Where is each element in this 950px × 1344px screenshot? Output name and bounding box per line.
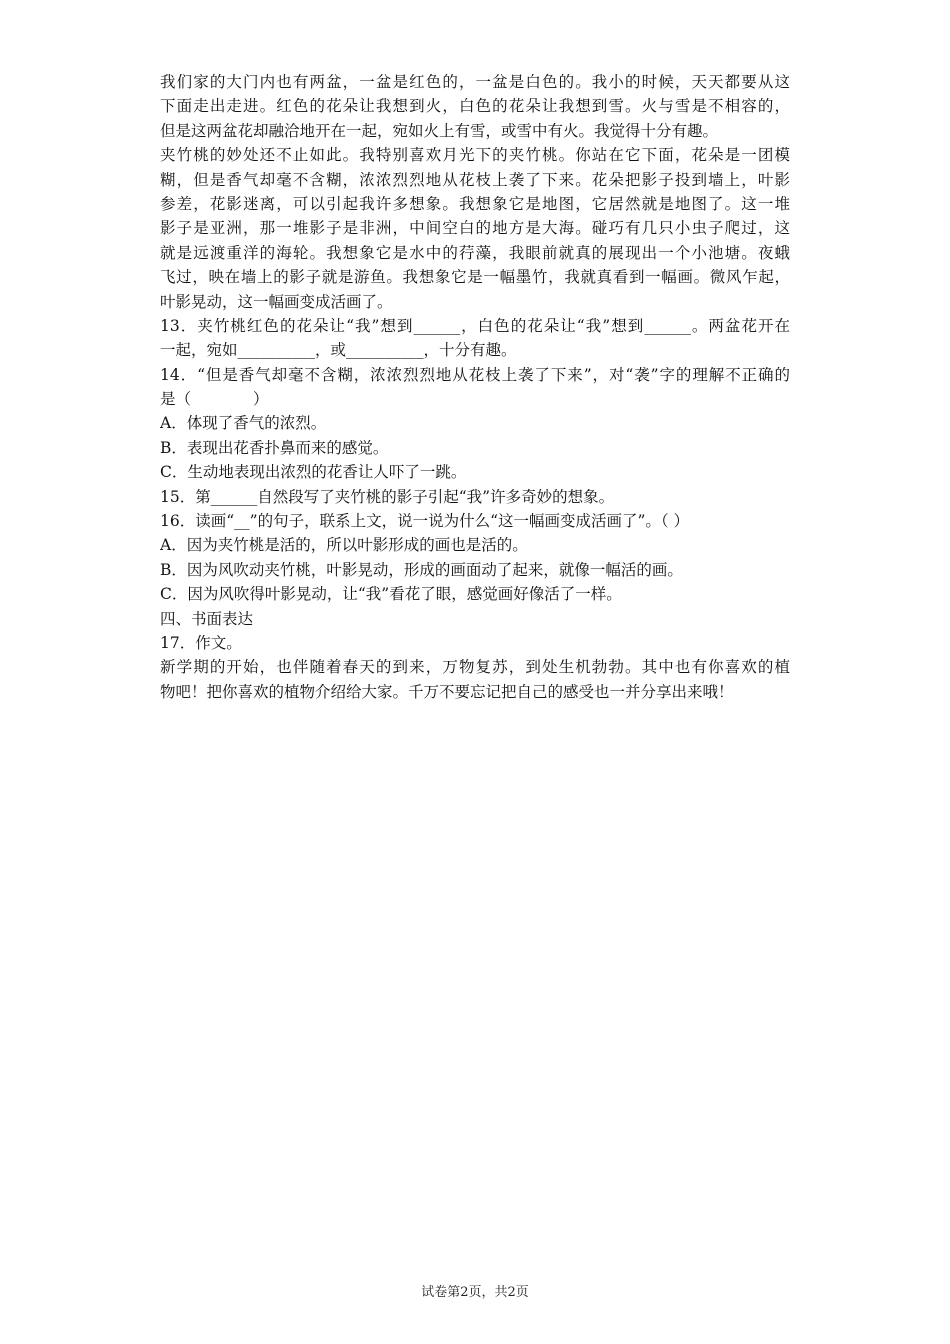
passage-line: 飞过，映在墙上的影子就是游鱼。我想象它是一幅墨竹，我就真看到一幅画。微风乍起，	[160, 268, 790, 287]
question-15: 15．第______自然段写了夹竹桃的影子引起“我”许多奇妙的想象。	[160, 487, 615, 506]
question-13-line: 一起，宛如__________，或__________，十分有趣。	[160, 341, 517, 360]
essay-prompt	[160, 655, 790, 704]
passage-line: 糊，但是香气却毫不含糊，浓浓烈烈地从花枝上袭了下来。花朵把影子投到墙上，叶影	[160, 170, 790, 189]
passage-line: 下面走出走进。红色的花朵让我想到火，白色的花朵让我想到雪。火与雪是不相容的，	[160, 97, 790, 116]
question-17: 17．作文。	[160, 633, 242, 652]
question-13-line: 13．夹竹桃红色的花朵让“我”想到______，白色的花朵让“我”想到______。两盆花开在	[160, 316, 790, 335]
passage-paragraph-1	[160, 70, 790, 143]
passage-line: 我们家的大门内也有两盆，一盆是红色的，一盆是白色的。我小的时候，天天都要从这	[160, 73, 790, 91]
question-14-option-c: C．生动地表现出浓烈的花香让人吓了一跳。	[160, 463, 467, 482]
passage-line: 夹竹桃的妙处还不止如此。我特别喜欢月光下的夹竹桃。你站在它下面，花朵是一团模	[160, 146, 790, 165]
passage-line: 就是远渡重洋的海轮。我想象它是水中的荇藻，我眼前就真的展现出一个小池塘。夜蛾	[160, 243, 790, 262]
question-16-option-c: C．因为风吹得叶影晃动，让“我”看花了眼，感觉画好像活了一样。	[160, 585, 622, 604]
passage-paragraph-2	[160, 143, 790, 314]
question-14-line: 是（ ）	[160, 390, 269, 409]
passage-line: 但是这两盆花却融洽地开在一起，宛如火上有雪，或雪中有火。我觉得十分有趣。	[160, 121, 719, 140]
exam-page-body	[160, 70, 790, 704]
question-13	[160, 314, 790, 363]
page-footer: 试卷第2页，共2页	[421, 1285, 529, 1300]
passage-line: 参差，花影迷离，可以引起我许多想象。我想象它是地图，它居然就是地图了。这一堆	[160, 194, 790, 213]
essay-prompt-line: 新学期的开始，也伴随着春天的到来，万物复苏，到处生机勃勃。其中也有你喜欢的植	[160, 658, 790, 677]
passage-line: 影子是亚洲，那一堆影子是非洲，中间空白的地方是大海。碰巧有几只小虫子爬过，这	[160, 219, 790, 238]
question-14-option-a: A．体现了香气的浓烈。	[160, 414, 327, 433]
passage-line: 叶影晃动，这一幅画变成活画了。	[160, 292, 393, 311]
section-heading: 四、书面表达	[160, 609, 254, 628]
question-14	[160, 363, 790, 485]
question-14-option-b: B．表现出花香扑鼻而来的感觉。	[160, 438, 389, 457]
question-16-option-a: A．因为夹竹桃是活的，所以叶影形成的画也是活的。	[160, 536, 528, 555]
question-16-option-b: B．因为风吹动夹竹桃，叶影晃动，形成的画面动了起来，就像一幅活的画。	[160, 560, 683, 579]
question-16	[160, 509, 790, 607]
essay-prompt-line: 物吧！把你喜欢的植物介绍给大家。千万不要忘记把自己的感受也一并分享出来哦！	[160, 682, 734, 701]
question-14-line: 14．“但是香气却毫不含糊，浓浓烈烈地从花枝上袭了下来”，对“袭”字的理解不正确的	[160, 365, 790, 384]
question-16-stem: 16．读画“__”的句子，联系上文，说一说为什么“这一幅画变成活画了”。（ ）	[160, 512, 690, 531]
